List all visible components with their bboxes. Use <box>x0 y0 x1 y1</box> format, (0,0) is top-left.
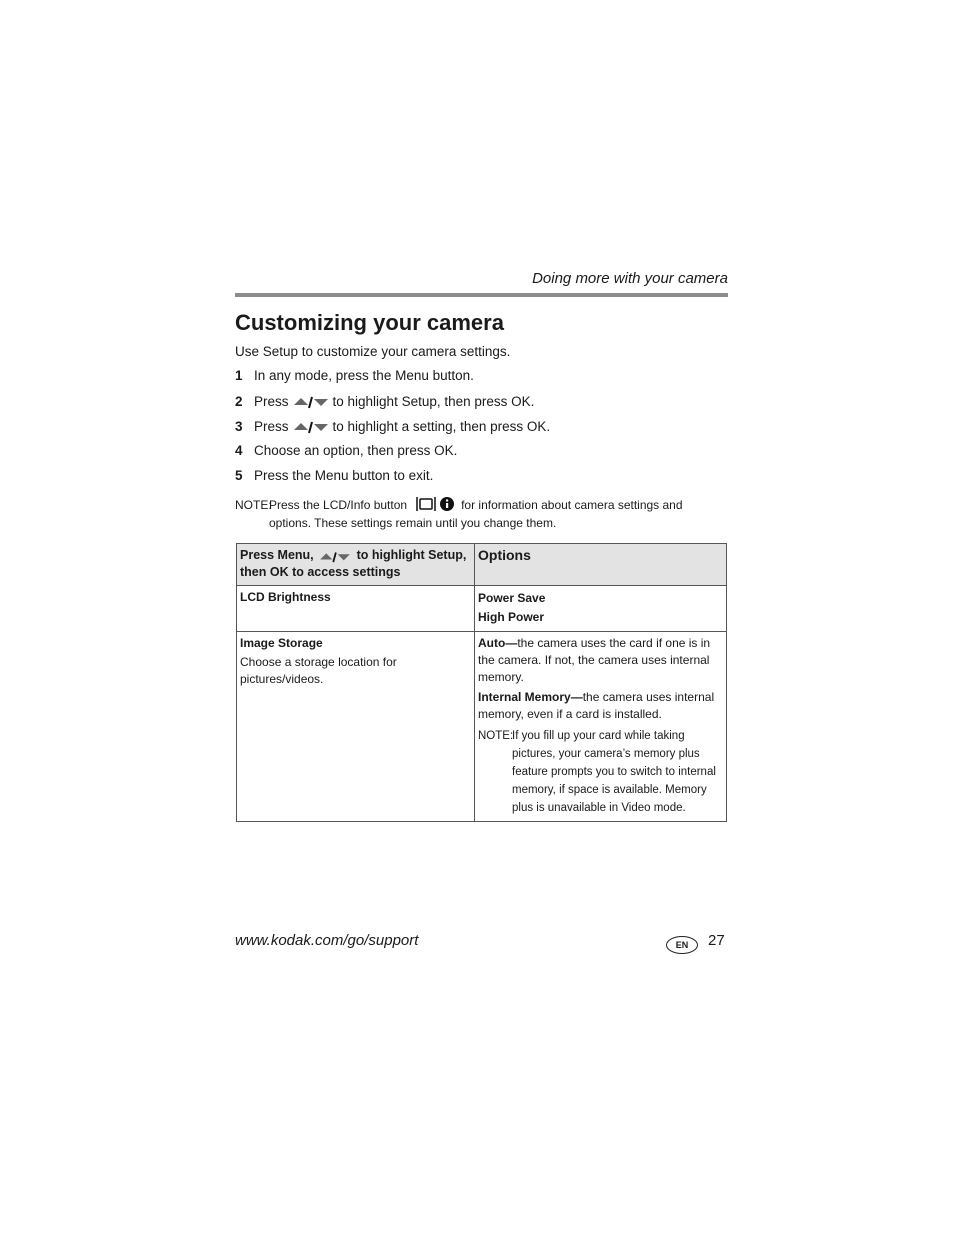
option-label: Auto— <box>478 636 518 650</box>
step-4 <box>235 443 457 458</box>
option-description: the camera uses the card if one is in the camera. If not, the camera uses internal memory. <box>478 636 711 684</box>
step-number: 4 <box>235 443 243 458</box>
note-text-before: Press the LCD/Info button <box>269 498 408 512</box>
step-number: 1 <box>235 368 243 383</box>
table-header-options: Options <box>475 544 727 586</box>
step-text: Press the Menu button to exit. <box>254 468 434 483</box>
step-3 <box>235 418 550 434</box>
page-title: Customizing your camera <box>235 310 504 335</box>
table-header-settings <box>237 544 475 586</box>
step-1 <box>235 368 474 383</box>
note-text: If you fill up your card while taking pictures, your camera’s memory plus feature prompts you to switch to internal memory, if space is available. Memory plus is unavailable in Video mode. <box>512 730 716 814</box>
option-item: High Power <box>478 610 545 624</box>
setting-description: Choose a storage location for pictures/videos. <box>240 655 397 686</box>
step-text: In any mode, press the Menu button. <box>254 368 474 383</box>
step-text: Press <box>254 393 289 409</box>
page-number: 27 <box>708 932 725 949</box>
step-text: Choose an option, then press OK. <box>254 443 458 458</box>
step-text: to highlight Setup, then press OK. <box>332 393 535 409</box>
option-description: the camera uses internal memory, even if a card is installed. <box>478 690 715 721</box>
step-number: 2 <box>235 393 243 409</box>
step-text: to highlight a setting, then press OK. <box>332 418 551 434</box>
lcd-info-button-icon <box>413 496 457 512</box>
setting-name: Image Storage <box>240 636 323 650</box>
step-5 <box>235 468 433 483</box>
option-internal-memory <box>478 689 723 723</box>
note-block <box>235 496 725 532</box>
step-number: 5 <box>235 468 243 483</box>
up-down-arrows-icon <box>317 549 353 563</box>
note-label: NOTE: <box>478 730 514 742</box>
option-label: Internal Memory— <box>478 690 583 704</box>
header-text-before: Press Menu, <box>240 548 314 562</box>
up-down-arrows-icon <box>293 418 329 434</box>
step-text: Press <box>254 418 289 434</box>
table-row <box>237 632 727 822</box>
language-badge: EN <box>666 936 698 954</box>
support-url: www.kodak.com/go/support <box>235 932 419 949</box>
options-cell <box>475 632 727 822</box>
running-header: Doing more with your camera <box>532 270 728 287</box>
table-note <box>478 727 723 817</box>
step-number: 3 <box>235 418 243 434</box>
header-text-after: to highlight Setup, then OK to access settings <box>240 548 467 579</box>
setting-cell <box>237 586 475 632</box>
option-item: Power Save <box>478 591 546 605</box>
options-cell <box>475 586 727 632</box>
setting-name: LCD Brightness <box>240 590 331 604</box>
step-2 <box>235 393 534 409</box>
up-down-arrows-icon <box>293 393 329 409</box>
note-label: NOTE: <box>235 498 272 512</box>
setting-cell <box>237 632 475 822</box>
note-text-after: for information about camera settings and options. These settings remain until you change them. <box>269 498 683 530</box>
table-row <box>237 586 727 632</box>
table-header-row <box>237 544 727 586</box>
header-divider <box>235 293 728 297</box>
option-auto <box>478 635 723 686</box>
settings-table <box>236 543 727 822</box>
intro-text: Use Setup to customize your camera settings. <box>235 344 511 359</box>
note-text <box>269 496 725 532</box>
